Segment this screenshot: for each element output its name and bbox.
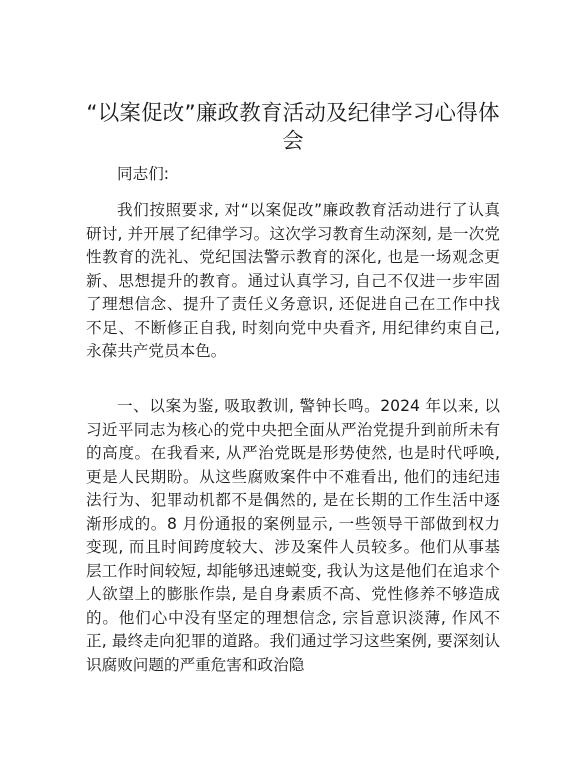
paragraph-intro: 我们按照要求, 对“以案促改”廉政教育活动进行了认真研讨, 并开展了纪律学习。这次学习教育生动深刻, 是一次党性教育的洗礼、党纪国法警示教育的深化, 也是一场观念更新、思想提升的教育。通过认真学习, 自己不仅进一步牢固了理想信念、提升了责任义务意识, 还促进自己在工作中找不足、不断修正自我, 时刻向党中央看齐, 用纪律约束自己, 永葆共产党员本色。 (86, 201, 500, 360)
document-title: “以案促改”廉政教育活动及纪律学习心得体会 (86, 101, 500, 154)
paragraph-section-one: 一、以案为鉴, 吸取教训, 警钟长鸣。2024 年以来, 以习近平同志为核心的党中央把全面从严治党提升到前所未有的高度。在我看来, 从严治党既是形势使然, 也是时代呼唤, 更是人民期盼。从这些腐败案件中不难看出, 他们的违纪违法行为、犯罪动机都不是偶然的, 是在长期的工作生活中逐渐形成的。8 月份通报的案例显示, 一些领导干部做到权力变现, 而且时间跨度较大、涉及案件人员较多。他们从事基层工作时间较短, 却能够迅速蜕变, 我认为这是他们在追求个人欲望上的膨胀作祟, 是自身素质不高、党性修养不够造成的。他们心中没有坚定的理想信念, 宗旨意识淡薄, 作风不正, 最终走向犯罪的道路。我们通过学习这些案例, 要深刻认识腐败问题的严重危害和政治隐 (86, 397, 500, 674)
salutation: 同志们: (117, 165, 170, 183)
